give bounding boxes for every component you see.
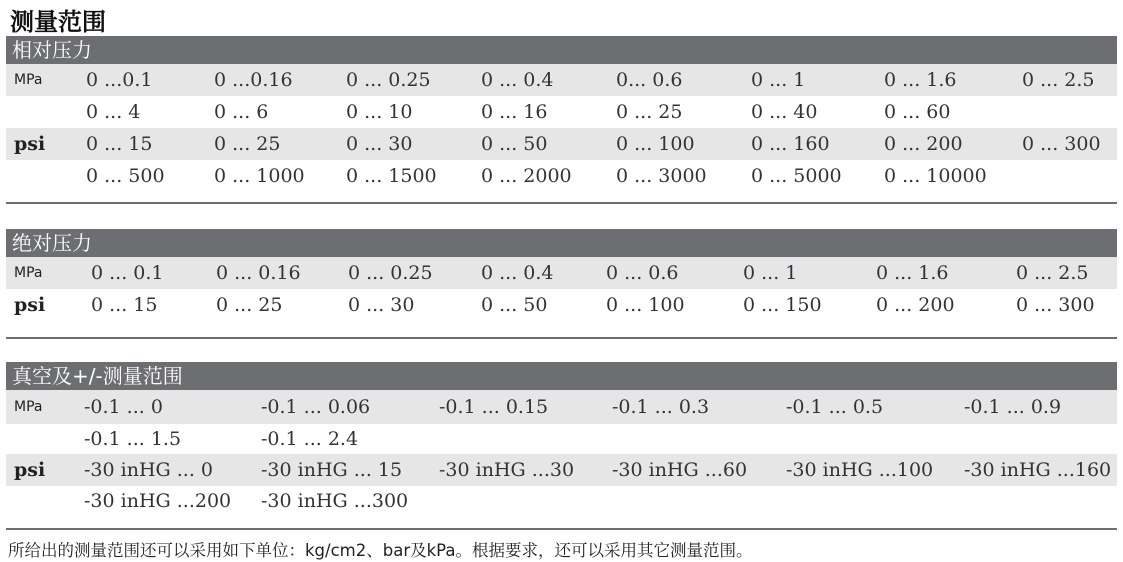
range-value: 0 ... 1 bbox=[743, 262, 798, 284]
range-value: 0 ... 1500 bbox=[346, 165, 437, 187]
range-value: -0.1 ... 0.5 bbox=[786, 396, 884, 418]
range-value: 0 ... 0.6 bbox=[606, 262, 679, 284]
range-value: -30 inHG ... 0 bbox=[84, 459, 213, 481]
range-value: 0 ... 0.25 bbox=[348, 262, 433, 284]
range-value: 0 ... 2.5 bbox=[1016, 262, 1089, 284]
range-row bbox=[6, 257, 1117, 289]
range-value: -0.1 ... 1.5 bbox=[84, 428, 182, 450]
range-value: 0 ... 40 bbox=[751, 101, 818, 123]
range-row bbox=[6, 289, 1117, 321]
unit-label: MPa bbox=[14, 72, 43, 88]
range-value: -0.1 ... 0.9 bbox=[964, 396, 1062, 418]
range-value: -0.1 ... 0.15 bbox=[439, 396, 549, 418]
range-value: 0 ... 30 bbox=[348, 294, 415, 316]
range-row bbox=[6, 64, 1117, 96]
unit-label: MPa bbox=[14, 399, 43, 415]
range-value: 0 ... 15 bbox=[91, 294, 158, 316]
range-value: 0 ... 16 bbox=[481, 101, 548, 123]
section-relative-pressure bbox=[6, 36, 1117, 192]
unit-label: psi bbox=[14, 133, 46, 155]
range-value: -0.1 ... 0 bbox=[84, 396, 163, 418]
range-value: 0 ... 30 bbox=[346, 133, 413, 155]
range-value: 0 ... 1 bbox=[751, 69, 806, 91]
range-row bbox=[6, 160, 1117, 192]
range-value: 0 ... 100 bbox=[606, 294, 685, 316]
range-value: 0 ... 1000 bbox=[214, 165, 305, 187]
unit-label: psi bbox=[14, 459, 46, 481]
section-divider bbox=[6, 337, 1117, 339]
range-value: 0 ... 2000 bbox=[481, 165, 572, 187]
range-value: 0 ... 0.4 bbox=[481, 262, 554, 284]
range-value: 0 ... 1.6 bbox=[876, 262, 949, 284]
range-value: 0 ... 0.1 bbox=[91, 262, 164, 284]
section-body bbox=[6, 64, 1117, 192]
range-value: 0 ... 300 bbox=[1016, 294, 1095, 316]
range-value: -30 inHG ...60 bbox=[612, 459, 748, 481]
unit-label: psi bbox=[14, 294, 46, 316]
range-value: 0 ... 6 bbox=[214, 101, 269, 123]
range-value: -30 inHG ... 15 bbox=[261, 459, 403, 481]
range-value: 0 ... 50 bbox=[481, 133, 548, 155]
range-value: 0 ... 3000 bbox=[616, 165, 707, 187]
range-row bbox=[6, 424, 1117, 454]
range-value: 0 ...0.1 bbox=[86, 69, 153, 91]
range-value: 0 ... 10000 bbox=[884, 165, 987, 187]
range-value: 0 ... 0.4 bbox=[481, 69, 554, 91]
range-value: -0.1 ... 0.06 bbox=[261, 396, 371, 418]
section-header: 相对压力 bbox=[6, 36, 1117, 64]
range-value: 0 ... 25 bbox=[216, 294, 283, 316]
range-value: 0 ... 4 bbox=[86, 101, 141, 123]
range-value: 0 ... 5000 bbox=[751, 165, 842, 187]
section-body bbox=[6, 390, 1117, 516]
range-value: 0 ... 1.6 bbox=[884, 69, 957, 91]
range-value: -0.1 ... 2.4 bbox=[261, 428, 359, 450]
section-absolute-pressure bbox=[6, 229, 1117, 321]
range-value: 0 ... 100 bbox=[616, 133, 695, 155]
range-row bbox=[6, 390, 1117, 424]
range-row bbox=[6, 96, 1117, 128]
range-value: -30 inHG ...160 bbox=[964, 459, 1112, 481]
range-value: 0 ... 300 bbox=[1022, 133, 1101, 155]
section-divider bbox=[6, 202, 1117, 204]
range-value: -30 inHG ...100 bbox=[786, 459, 934, 481]
range-value: 0 ...0.16 bbox=[214, 69, 293, 91]
range-row bbox=[6, 486, 1117, 516]
section-divider bbox=[6, 528, 1117, 530]
range-value: 0 ... 0.25 bbox=[346, 69, 431, 91]
range-value: 0 ... 25 bbox=[616, 101, 683, 123]
section-vacuum-range bbox=[6, 362, 1117, 516]
range-value: 0... 0.6 bbox=[616, 69, 683, 91]
range-row bbox=[6, 454, 1117, 486]
footer-note: 所给出的测量范围还可以采用如下单位：kg/cm2、bar及kPa。根据要求，还可以采用其它测量范围。 bbox=[8, 541, 753, 560]
range-value: 0 ... 500 bbox=[86, 165, 165, 187]
range-value: 0 ... 25 bbox=[214, 133, 281, 155]
page-title: 测量范围 bbox=[10, 8, 106, 36]
section-body bbox=[6, 257, 1117, 321]
range-value: -30 inHG ...300 bbox=[261, 490, 409, 512]
range-value: 0 ... 60 bbox=[884, 101, 951, 123]
range-value: 0 ... 160 bbox=[751, 133, 830, 155]
range-value: -0.1 ... 0.3 bbox=[612, 396, 710, 418]
range-value: 0 ... 150 bbox=[743, 294, 822, 316]
section-header: 真空及+/-测量范围 bbox=[6, 362, 1117, 390]
range-value: 0 ... 50 bbox=[481, 294, 548, 316]
range-value: -30 inHG ...200 bbox=[84, 490, 232, 512]
range-row bbox=[6, 128, 1117, 160]
range-value: 0 ... 0.16 bbox=[216, 262, 301, 284]
unit-label: MPa bbox=[14, 265, 43, 281]
range-value: 0 ... 200 bbox=[884, 133, 963, 155]
range-value: 0 ... 200 bbox=[876, 294, 955, 316]
section-header: 绝对压力 bbox=[6, 229, 1117, 257]
range-value: -30 inHG ...30 bbox=[439, 459, 575, 481]
range-value: 0 ... 2.5 bbox=[1022, 69, 1095, 91]
range-value: 0 ... 15 bbox=[86, 133, 153, 155]
range-value: 0 ... 10 bbox=[346, 101, 413, 123]
